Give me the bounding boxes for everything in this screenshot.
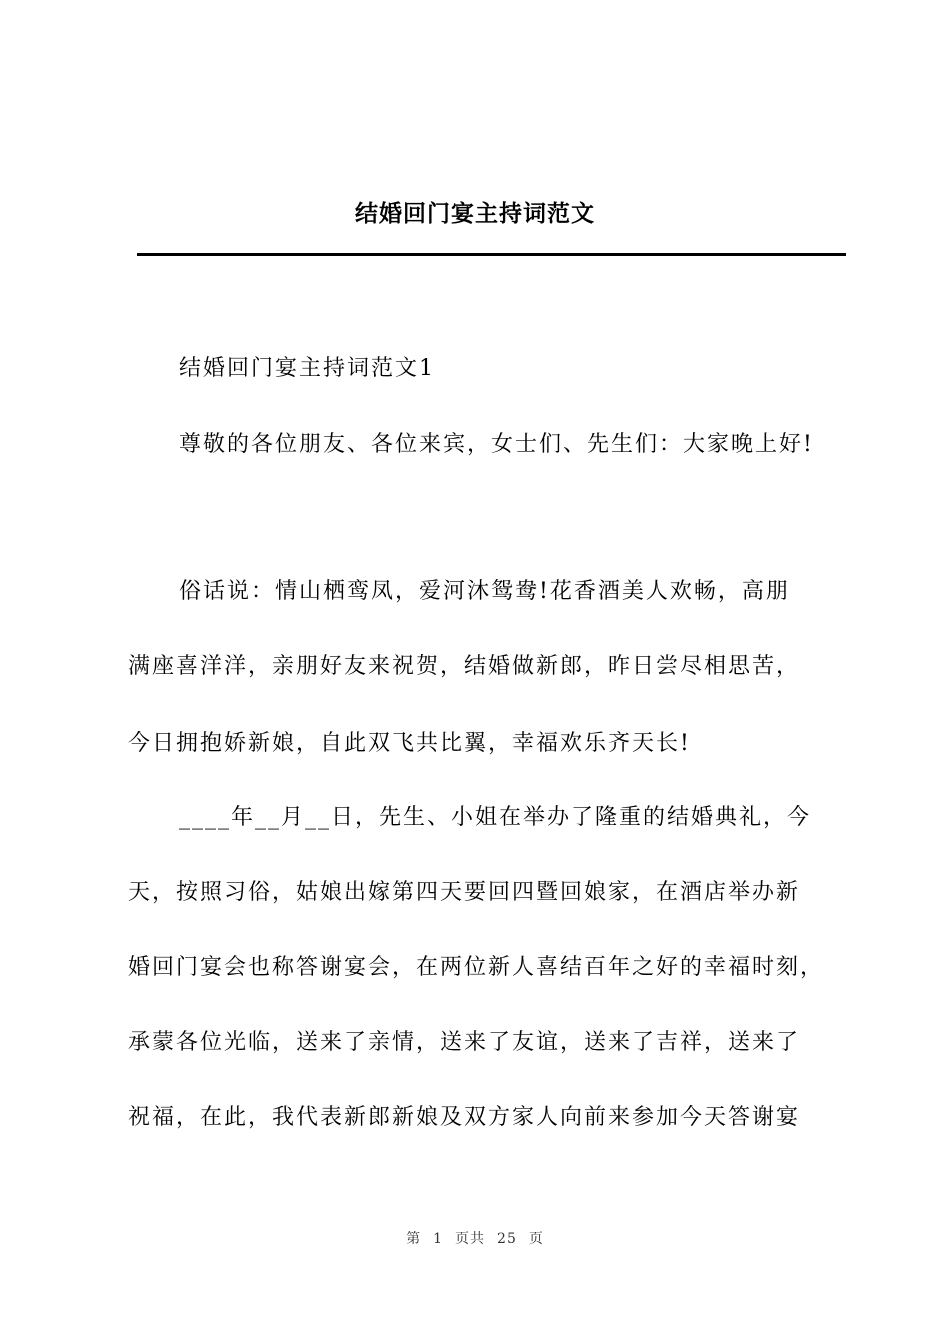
paragraph-line: 今日拥抱娇新娘，自此双飞共比翼，幸福欢乐齐天长! [128, 731, 691, 756]
page-title: 结婚回门宴主持词范文 [355, 200, 595, 227]
paragraph-line: ____年__月__日，先生、小姐在举办了隆重的结婚典礼，今 [179, 805, 812, 830]
paragraph-line: 婚回门宴会也称答谢宴会，在两位新人喜结百年之好的幸福时刻， [128, 955, 825, 980]
section-heading: 结婚回门宴主持词范文1 [179, 356, 435, 381]
footer-page-number: 1 [433, 1231, 444, 1247]
paragraph-line: 祝福，在此，我代表新郎新娘及双方家人向前来参加今天答谢宴 [128, 1105, 801, 1130]
paragraph-line: 天，按照习俗，姑娘出嫁第四天要回四暨回娘家，在酒店举办新 [128, 880, 801, 905]
title-divider [137, 253, 846, 256]
footer-total-pages: 25 [497, 1231, 517, 1247]
footer-suffix: 页 [528, 1231, 544, 1247]
footer-middle: 页共 [455, 1231, 486, 1247]
paragraph-line: 满座喜洋洋，亲朋好友来祝贺，结婚做新郎，昨日尝尽相思苦， [128, 654, 801, 679]
greeting-line: 尊敬的各位朋友、各位来宾，女士们、先生们：大家晚上好! [179, 432, 814, 457]
paragraph-line: 俗话说：情山栖鸾凤，爱河沐鸳鸯!花香酒美人欢畅，高朋 [179, 579, 790, 604]
paragraph-line: 承蒙各位光临，送来了亲情，送来了友谊，送来了吉祥，送来了 [128, 1030, 801, 1055]
page-footer [0, 1228, 950, 1248]
footer-prefix: 第 [406, 1231, 422, 1247]
